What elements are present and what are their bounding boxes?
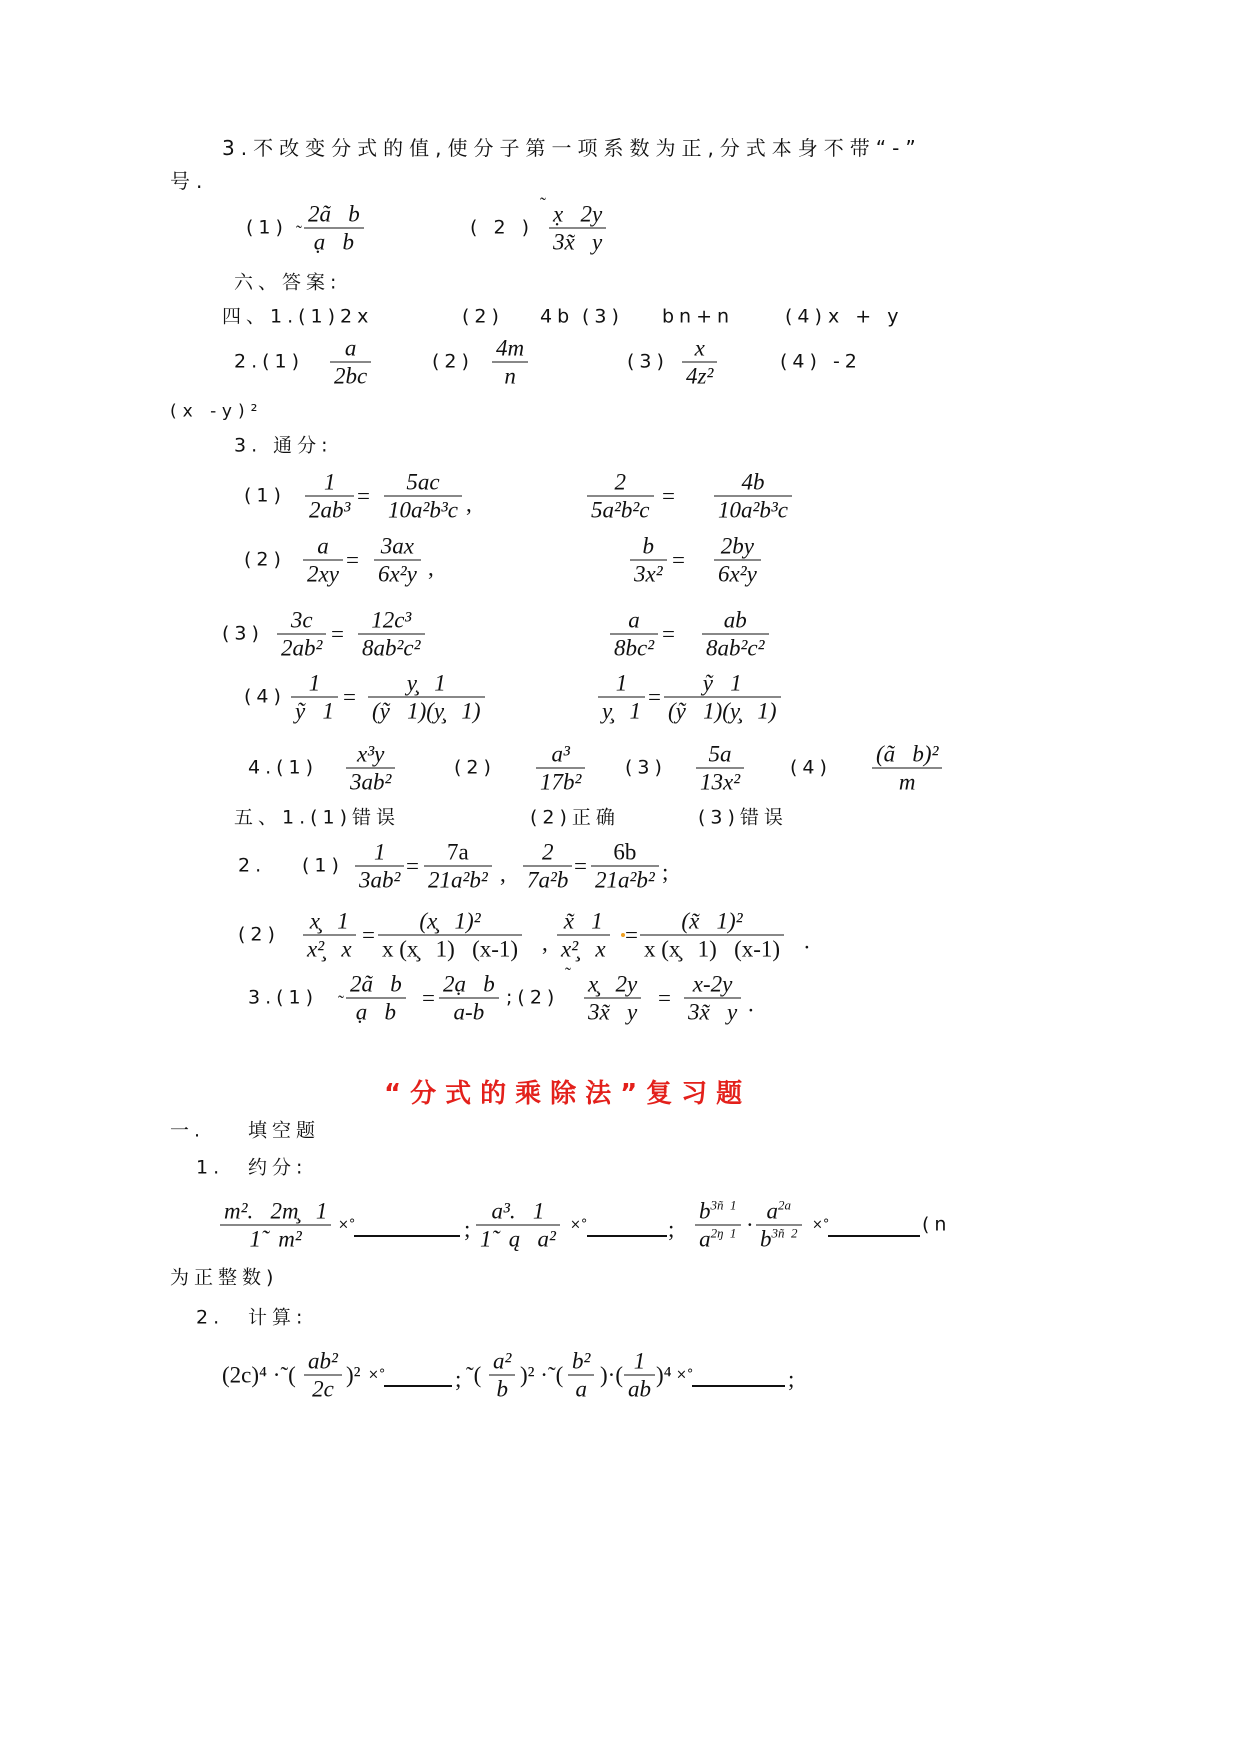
fraction bbox=[568, 1348, 594, 1403]
q3-p2-sign: ˜ bbox=[540, 194, 546, 214]
a5-q1-p3: (3)错误 bbox=[698, 806, 788, 829]
denominator: a-b bbox=[453, 999, 485, 1025]
denominator: 3x̃ y bbox=[588, 999, 638, 1025]
numerator: 2 bbox=[587, 469, 654, 497]
fraction bbox=[489, 1348, 515, 1403]
numerator: m². 2m̧ 1 bbox=[220, 1198, 331, 1226]
numerator bbox=[756, 1198, 802, 1226]
numerator: a³. 1 bbox=[476, 1198, 560, 1226]
answer-blank[interactable] bbox=[354, 1235, 460, 1237]
end-punctuation: ; bbox=[788, 1366, 795, 1392]
numerator: 7a bbox=[424, 839, 492, 867]
denominator: ạ b bbox=[355, 999, 396, 1025]
numerator: 1 bbox=[355, 839, 404, 867]
end-punctuation: ; bbox=[455, 1366, 462, 1392]
base: b bbox=[760, 1226, 772, 1252]
denominator: x (x̧ 1) (x-1) bbox=[382, 936, 519, 962]
a5-q1-lead: 五、1.(1)错误 bbox=[234, 806, 401, 829]
fraction bbox=[557, 908, 610, 963]
denominator: 2xy bbox=[307, 561, 339, 587]
a4-q1-v4: x + y bbox=[828, 305, 904, 328]
fraction bbox=[630, 533, 667, 588]
fraction bbox=[277, 607, 326, 662]
denominator: 8ab²c² bbox=[706, 635, 765, 661]
denominator: m bbox=[898, 769, 916, 795]
numerator: x̣ 2y bbox=[549, 201, 606, 229]
numerator: a bbox=[303, 533, 343, 561]
fraction bbox=[291, 670, 338, 725]
a4-q1-l3: (3) bbox=[582, 305, 624, 328]
numerator: 3c bbox=[277, 607, 326, 635]
numerator: x̧ 1 bbox=[303, 908, 356, 936]
fraction bbox=[220, 1198, 331, 1253]
fraction bbox=[714, 533, 761, 588]
fraction bbox=[378, 908, 522, 963]
fraction bbox=[358, 607, 425, 662]
q3-p1-sign: ˜ bbox=[296, 222, 302, 242]
equals-mark: ×° bbox=[368, 1367, 386, 1383]
fraction bbox=[756, 1198, 802, 1253]
fraction bbox=[684, 971, 741, 1026]
a4-q2-l4: (4) -2 bbox=[780, 350, 862, 373]
denominator: 2c bbox=[312, 1376, 334, 1402]
expr-part: ˜( bbox=[466, 1362, 482, 1388]
row-label: (1) bbox=[244, 484, 286, 507]
a4-q2-cont: (x -y)² bbox=[170, 401, 264, 422]
a4-q1-l4: (4) bbox=[785, 305, 827, 328]
end-punctuation: ; bbox=[668, 1216, 675, 1242]
part1-name: 填空题 bbox=[248, 1119, 321, 1142]
q1-name: 约分: bbox=[248, 1156, 308, 1179]
q3-stem: 3.不改变分式的值,使分子第一项系数为正,分式本身不带“-” bbox=[222, 136, 922, 160]
part1-label: 一. bbox=[170, 1119, 206, 1142]
denominator: 4z² bbox=[686, 363, 714, 389]
expr-part: )² ·˜( bbox=[520, 1362, 564, 1388]
denominator: 6x²y bbox=[378, 561, 417, 587]
q3-p2-label: ( 2 ) bbox=[470, 216, 534, 239]
denominator: 3x² bbox=[634, 561, 663, 587]
denominator: 17b² bbox=[540, 769, 582, 795]
numerator: b bbox=[630, 533, 667, 561]
end-punctuation: ; bbox=[662, 859, 669, 885]
denominator: 5a²b²c bbox=[591, 497, 650, 523]
denominator: (ỹ 1)(y̧ 1) bbox=[668, 698, 777, 724]
row-label: (2) bbox=[238, 923, 280, 946]
separator: , bbox=[466, 491, 472, 517]
denominator: n bbox=[504, 363, 516, 389]
fraction bbox=[584, 971, 641, 1026]
fraction bbox=[695, 1198, 741, 1253]
denominator: 8ab²c² bbox=[362, 635, 421, 661]
fraction bbox=[439, 971, 499, 1026]
denominator: 8bc² bbox=[614, 635, 655, 661]
fraction bbox=[355, 839, 404, 894]
fraction bbox=[303, 533, 343, 588]
a4-q4-l4: (4) bbox=[790, 756, 832, 779]
a4-q2-lead: 2.(1) bbox=[234, 350, 305, 373]
denominator: 2ab³ bbox=[309, 497, 351, 523]
exponent: 2a bbox=[778, 1197, 791, 1213]
numerator: a bbox=[330, 335, 371, 363]
numerator bbox=[695, 1198, 741, 1226]
minus-sign: ˜ bbox=[338, 992, 344, 1012]
separator: , bbox=[500, 861, 506, 887]
numerator: a² bbox=[489, 1348, 515, 1376]
numerator: x³y bbox=[346, 741, 395, 769]
q1-tail-cont: 为正整数) bbox=[170, 1266, 279, 1289]
fraction bbox=[714, 469, 792, 524]
equals-sign: = bbox=[346, 547, 359, 573]
denominator: 3x̃ y bbox=[553, 229, 603, 255]
fraction bbox=[303, 908, 356, 963]
q3-p1-fraction bbox=[304, 201, 364, 256]
fraction bbox=[640, 908, 784, 963]
numerator: ab² bbox=[304, 1348, 342, 1376]
numerator: (x̃ 1)² bbox=[640, 908, 784, 936]
numerator: a bbox=[610, 607, 658, 635]
equals-mark: ×° bbox=[570, 1217, 588, 1233]
denominator: 10a²b³c bbox=[718, 497, 788, 523]
numerator: (ã b)² bbox=[872, 741, 942, 769]
separator: , bbox=[428, 555, 434, 581]
numerator: 1 bbox=[291, 670, 338, 698]
a4-q4-l2: (2) bbox=[454, 756, 496, 779]
a5-q1-p2: (2)正确 bbox=[530, 806, 620, 829]
q1-tail: (n bbox=[922, 1213, 952, 1236]
fraction bbox=[872, 741, 942, 796]
multiply-dot: · bbox=[746, 1212, 754, 1238]
q3-p1-label: (1) bbox=[246, 216, 288, 239]
fraction bbox=[476, 1198, 560, 1253]
review-title: “分式的乘除法”复习题 bbox=[384, 1079, 752, 1109]
base: a bbox=[699, 1226, 711, 1252]
expr-part: )⁴ bbox=[656, 1362, 672, 1388]
fraction bbox=[702, 607, 769, 662]
fraction bbox=[598, 670, 645, 725]
denominator: b bbox=[496, 1376, 508, 1402]
fraction bbox=[305, 469, 354, 524]
a4-q1-l2: (2) bbox=[462, 305, 504, 328]
q1-number: 1. bbox=[196, 1156, 225, 1179]
q3-p2-fraction bbox=[549, 201, 606, 256]
numerator: x̧ 2y bbox=[584, 971, 641, 999]
exponent: 2ŋ 1 bbox=[710, 1225, 737, 1241]
a4-q1-lead: 四、1.(1)2x bbox=[222, 305, 374, 328]
numerator: 2ã b bbox=[304, 201, 364, 229]
fraction bbox=[523, 839, 572, 894]
numerator: 6b bbox=[591, 839, 659, 867]
numerator: 1 bbox=[598, 670, 645, 698]
denominator: 3ab² bbox=[359, 867, 401, 893]
exponent: 3ñ 1 bbox=[710, 1197, 737, 1213]
a5-q2-lead: 2. bbox=[238, 854, 267, 877]
separator: , bbox=[542, 930, 548, 956]
numerator: a³ bbox=[536, 741, 585, 769]
equals-mark: ×° bbox=[676, 1367, 694, 1383]
denominator: 2bc bbox=[334, 363, 368, 389]
numerator: x bbox=[682, 335, 717, 363]
numerator: 1 bbox=[624, 1348, 655, 1376]
equals-sign: = bbox=[574, 853, 587, 879]
equals-sign: = bbox=[625, 922, 638, 948]
a4-q4-l3: (3) bbox=[625, 756, 667, 779]
equals-sign: = bbox=[357, 483, 370, 509]
denominator: 21a²b² bbox=[428, 867, 488, 893]
expr-part: )² bbox=[346, 1362, 361, 1388]
end-punctuation: ; bbox=[464, 1216, 471, 1242]
end-punctuation: . bbox=[804, 928, 810, 954]
equals-sign: = bbox=[648, 684, 661, 710]
expr-part: (2c)⁴ ·˜( bbox=[222, 1362, 296, 1388]
answers-title: 六、答案: bbox=[234, 271, 342, 294]
numerator: b² bbox=[568, 1348, 594, 1376]
denominator: 10a²b³c bbox=[388, 497, 458, 523]
numerator: 2 bbox=[523, 839, 572, 867]
numerator: x-2y bbox=[684, 971, 741, 999]
numerator: ỹ 1 bbox=[664, 670, 781, 698]
numerator: 3ax bbox=[374, 533, 421, 561]
equals-sign: = bbox=[658, 985, 671, 1011]
end-punctuation: . bbox=[748, 991, 754, 1017]
denominator: a bbox=[575, 1376, 587, 1402]
expr-part: )·( bbox=[600, 1362, 623, 1388]
numerator: 2ạ b bbox=[439, 971, 499, 999]
numerator: 1 bbox=[305, 469, 354, 497]
numerator: 5ac bbox=[384, 469, 462, 497]
equals-sign: = bbox=[343, 684, 356, 710]
answer-blank[interactable] bbox=[384, 1385, 452, 1387]
denominator: x (x̧ 1) (x-1) bbox=[644, 936, 781, 962]
denominator: 21a²b² bbox=[595, 867, 655, 893]
base: a bbox=[766, 1198, 778, 1224]
fraction bbox=[346, 741, 395, 796]
q2-number: 2. bbox=[196, 1306, 225, 1329]
a4-q2-l2: (2) bbox=[432, 350, 474, 373]
denominator: ỹ 1 bbox=[295, 698, 334, 724]
a4-q2-f3 bbox=[682, 335, 717, 390]
row-label: (1) bbox=[302, 854, 344, 877]
numerator: y̧ 1 bbox=[368, 670, 485, 698]
a4-q2-f2 bbox=[492, 335, 528, 390]
fraction bbox=[368, 670, 485, 725]
numerator: 5a bbox=[696, 741, 744, 769]
denominator: y̧ 1 bbox=[602, 698, 641, 724]
equals-sign: = bbox=[422, 985, 435, 1011]
numerator: (x̧ 1)² bbox=[378, 908, 522, 936]
fraction bbox=[374, 533, 421, 588]
denominator: (ỹ 1)(y̧ 1) bbox=[372, 698, 481, 724]
equals-sign: = bbox=[331, 621, 344, 647]
q2-name: 计算: bbox=[248, 1306, 308, 1329]
numerator: 2ã b bbox=[346, 971, 406, 999]
denominator: 2ab² bbox=[281, 635, 323, 661]
row-label: (3) bbox=[222, 622, 264, 645]
fraction bbox=[384, 469, 462, 524]
numerator: ab bbox=[702, 607, 769, 635]
denominator: 6x²y bbox=[718, 561, 757, 587]
row-label: (2) bbox=[244, 548, 286, 571]
denominator bbox=[695, 1226, 741, 1253]
a4-q2-l3: (3) bbox=[627, 350, 669, 373]
equals-sign: = bbox=[662, 621, 675, 647]
equals-sign: = bbox=[406, 853, 419, 879]
answer-blank[interactable] bbox=[692, 1385, 785, 1387]
a4-q2-f1 bbox=[330, 335, 371, 390]
answer-blank[interactable] bbox=[828, 1235, 920, 1237]
fraction bbox=[696, 741, 744, 796]
numerator: 12c³ bbox=[358, 607, 425, 635]
denominator bbox=[756, 1226, 802, 1253]
a4-q1-v3: bn+n bbox=[662, 305, 735, 328]
denominator: 1̃ m² bbox=[249, 1226, 302, 1252]
denominator: ạ b bbox=[313, 229, 354, 255]
a4-q1-v2: 4b bbox=[540, 305, 575, 328]
base: b bbox=[699, 1198, 711, 1224]
equals-sign: = bbox=[662, 483, 675, 509]
equals-sign: = bbox=[362, 922, 375, 948]
numerator: 4m bbox=[492, 335, 528, 363]
fraction bbox=[610, 607, 658, 662]
a4-q3-title: 3. 通分: bbox=[234, 434, 333, 457]
fraction bbox=[536, 741, 585, 796]
fraction bbox=[346, 971, 406, 1026]
denominator: 3ab² bbox=[350, 769, 392, 795]
denominator: 7a²b bbox=[527, 867, 569, 893]
fraction bbox=[424, 839, 492, 894]
exponent: 3ñ 2 bbox=[771, 1225, 798, 1241]
a5-q3-lead: 3.(1) bbox=[248, 986, 319, 1009]
denominator: x²̧ x bbox=[307, 936, 352, 962]
fraction bbox=[624, 1348, 655, 1403]
equals-mark: ×° bbox=[338, 1217, 356, 1233]
denominator: x²̧ x bbox=[561, 936, 606, 962]
numerator: 4b bbox=[714, 469, 792, 497]
numerator: 2by bbox=[714, 533, 761, 561]
equals-mark: ×° bbox=[812, 1217, 830, 1233]
denominator: 1̃ ą a² bbox=[480, 1226, 556, 1252]
minus-sign: ˜ bbox=[565, 964, 571, 984]
equals-sign: = bbox=[672, 547, 685, 573]
denominator: 13x² bbox=[700, 769, 741, 795]
row-label: (4) bbox=[244, 685, 286, 708]
denominator: 3x̃ y bbox=[688, 999, 738, 1025]
fraction bbox=[587, 469, 654, 524]
q3-stem-cont: 号. bbox=[170, 169, 209, 193]
fraction bbox=[664, 670, 781, 725]
fraction bbox=[304, 1348, 342, 1403]
a5-q3-mid: ;(2) bbox=[506, 986, 560, 1009]
answer-blank[interactable] bbox=[587, 1235, 667, 1237]
numerator: x̃ 1 bbox=[557, 908, 610, 936]
denominator: ab bbox=[628, 1376, 651, 1402]
fraction bbox=[591, 839, 659, 894]
a4-q4-lead: 4.(1) bbox=[248, 756, 319, 779]
